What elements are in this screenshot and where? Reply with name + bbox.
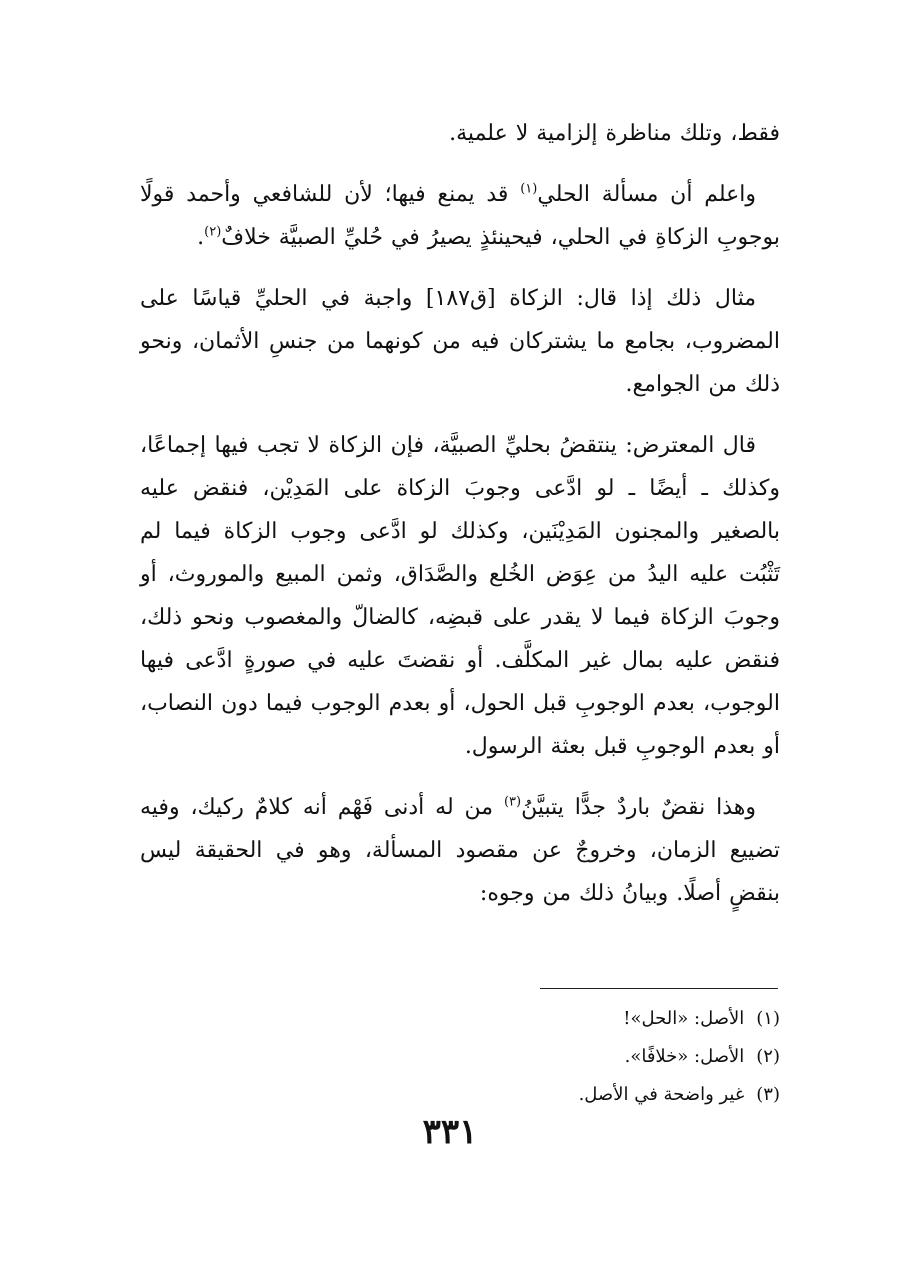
paragraph-1-text: فقط، وتلك مناظرة إلزامية لا علمية. bbox=[449, 121, 780, 146]
page-number: ٣٣١ bbox=[422, 1112, 478, 1152]
paragraph-2-text-c: . bbox=[197, 225, 205, 250]
footnote-1-number: (١) bbox=[756, 1008, 780, 1029]
footnote-1 bbox=[340, 1000, 780, 1038]
footnote-2-text: الأصل: «خلافًا». bbox=[624, 1046, 745, 1067]
footnote-ref-3[interactable]: (٣) bbox=[503, 794, 522, 810]
footnote-3-text: غير واضحة في الأصل. bbox=[578, 1084, 745, 1105]
footnote-3-number: (٣) bbox=[756, 1084, 780, 1105]
footnote-separator bbox=[540, 988, 778, 989]
footnote-3 bbox=[340, 1076, 780, 1114]
paragraph-5 bbox=[140, 786, 780, 915]
footnote-ref-1[interactable]: (١) bbox=[520, 181, 538, 197]
paragraph-5-text-a: وهذا نقضٌ باردٌ جدًّا يتبيَّنُ bbox=[521, 795, 756, 820]
footnote-2-number: (٢) bbox=[756, 1046, 780, 1067]
paragraph-5-text-b: من له أدنى فَهْم أنه كلامٌ ركيك، وفيه تضييع الزمان، وخروجٌ عن مقصود المسألة، وهو في الحقيقة ليس بنقضٍ أصلًا. وبيانُ ذلك من وجوه: bbox=[140, 795, 780, 906]
footnote-2 bbox=[340, 1038, 780, 1076]
paragraph-4-text: قال المعترض: ينتقضُ بحليِّ الصبيَّة، فإن الزكاة لا تجب فيها إجماعًا، وكذلك ـ أيضًا ـ لو ادَّعى وجوبَ الزكاة على المَدِيْن، فنقض عليه بالصغير والمجنون المَدِيْنَين، وكذلك لو ادَّعى وجوب الزكاة فيما لم تَثْبُت عليه اليدُ من عِوَض الخُلع والصَّدَاق، وثمن المبيع والموروث، أو وجوبَ الزكاة فيما لا يقدر على قبضِه، كالضالّ والمغصوب ونحو ذلك، فنقض عليه بمال غير المكلَّف. أو نقضتَ عليه في صورةٍ ادَّعى فيها الوجوب، بعدم الوجوبِ قبل الحول، أو بعدم الوجوب فيما دون النصاب، أو بعدم الوجوبِ قبل بعثة الرسول. bbox=[140, 433, 781, 759]
main-text bbox=[140, 112, 780, 915]
footnote-1-text: الأصل: «الحل»! bbox=[623, 1008, 745, 1029]
footnotes-section bbox=[340, 1000, 780, 1114]
paragraph-2 bbox=[140, 173, 780, 259]
paragraph-1 bbox=[140, 112, 780, 155]
paragraph-3-text: مثال ذلك إذا قال: الزكاة [ق١٨٧] واجبة في الحليِّ قياسًا على المضروب، بجامع ما يشتركان فيه من كونهما من جنسِ الأثمان، ونحو ذلك من الجوامع. bbox=[140, 286, 780, 397]
paragraph-4 bbox=[140, 424, 780, 768]
paragraph-3 bbox=[140, 277, 780, 406]
paragraph-2-text-a: واعلم أن مسألة الحلي bbox=[537, 182, 756, 207]
paragraph-2-text-b: قد يمنع فيها؛ لأن للشافعي وأحمد قولًا بوجوبِ الزكاةِ في الحلي، فيحينئذٍ يصيرُ في حُليِّ الصبيَّة خلافٌ bbox=[140, 182, 780, 250]
footnote-ref-2[interactable]: (٢) bbox=[204, 224, 222, 240]
